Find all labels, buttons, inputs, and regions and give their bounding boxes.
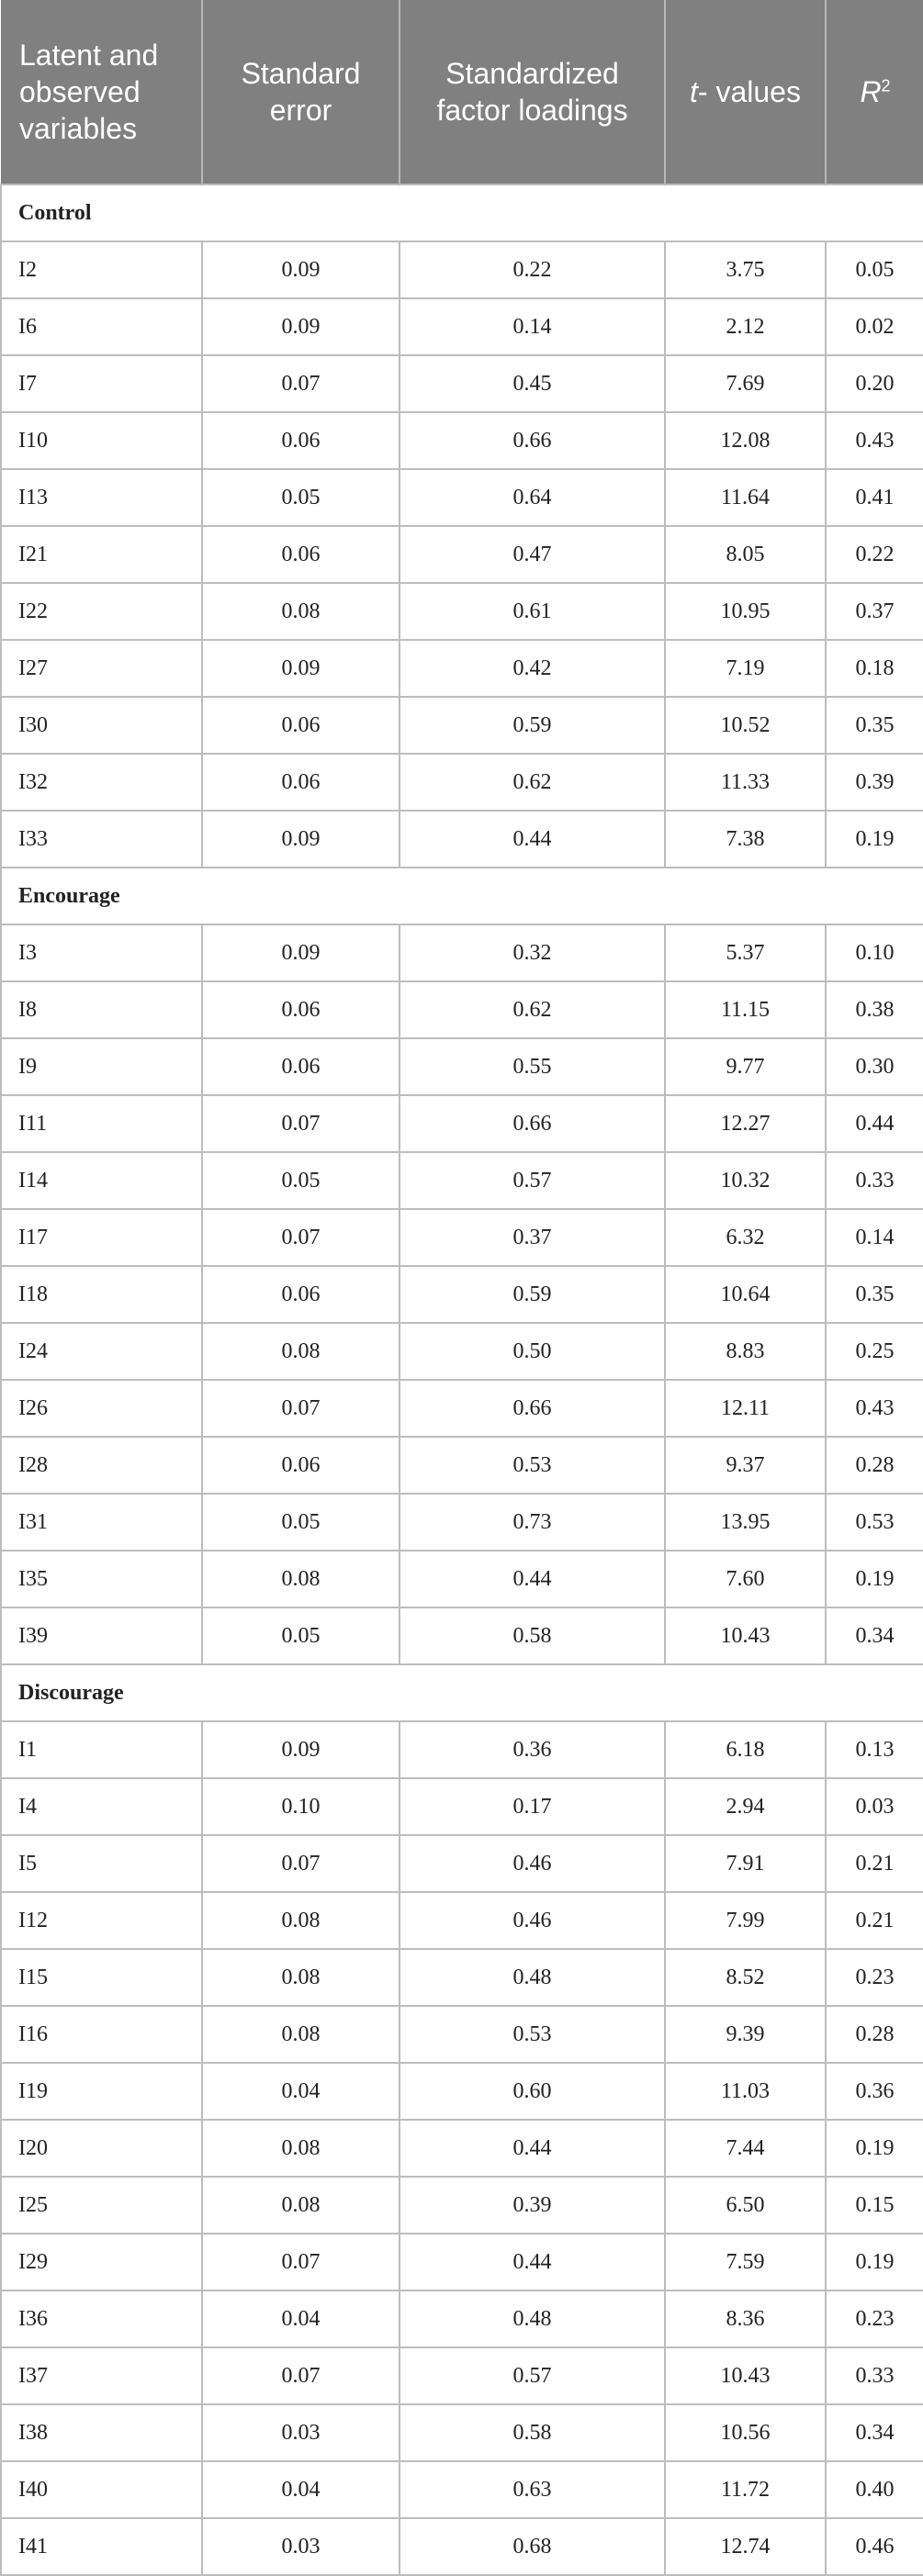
- table-row: [1, 811, 923, 868]
- standard-error-cell: 0.08: [202, 1323, 400, 1380]
- table-row: [1, 2347, 923, 2404]
- header-r-squared: [826, 0, 923, 185]
- table-row: [1, 2518, 923, 2575]
- r-squared-cell: 0.34: [826, 2404, 923, 2461]
- table-row: [1, 1266, 923, 1323]
- header-row: [1, 0, 923, 185]
- variable-cell: I18: [1, 1266, 202, 1323]
- table-row: [1, 640, 923, 697]
- table-row: [1, 298, 923, 355]
- factor-loading-cell: 0.59: [400, 1266, 665, 1323]
- standard-error-cell: 0.06: [202, 1437, 400, 1494]
- table-row: [1, 2006, 923, 2063]
- standard-error-cell: 0.07: [202, 2234, 400, 2290]
- variable-cell: I39: [1, 1607, 202, 1664]
- table-row: [1, 583, 923, 640]
- r-squared-cell: 0.25: [826, 1323, 923, 1380]
- variable-cell: I26: [1, 1380, 202, 1437]
- r-squared-cell: 0.46: [826, 2518, 923, 2575]
- variable-cell: I32: [1, 754, 202, 811]
- variable-cell: I4: [1, 1778, 202, 1835]
- variable-cell: I37: [1, 2347, 202, 2404]
- table-row: [1, 526, 923, 583]
- factor-loading-cell: 0.66: [400, 1380, 665, 1437]
- t-value-cell: 12.27: [665, 1095, 826, 1152]
- t-value-cell: 11.33: [665, 754, 826, 811]
- factor-loading-cell: 0.73: [400, 1494, 665, 1551]
- variable-cell: I12: [1, 1892, 202, 1949]
- table-row: [1, 1494, 923, 1551]
- factor-loading-cell: 0.68: [400, 2518, 665, 2575]
- table-row: [1, 1721, 923, 1778]
- standard-error-cell: 0.09: [202, 640, 400, 697]
- r-squared-cell: 0.35: [826, 1266, 923, 1323]
- r-squared-cell: 0.21: [826, 1835, 923, 1892]
- header-t-values: [665, 0, 826, 185]
- table-row: [1, 1778, 923, 1835]
- r-squared-cell: 0.19: [826, 811, 923, 868]
- variable-cell: I40: [1, 2461, 202, 2518]
- standard-error-cell: 0.09: [202, 241, 400, 298]
- r-squared-cell: 0.15: [826, 2177, 923, 2234]
- standard-error-cell: 0.06: [202, 697, 400, 754]
- table-row: [1, 1835, 923, 1892]
- variable-cell: I29: [1, 2234, 202, 2290]
- table-row: [1, 469, 923, 526]
- factor-loading-cell: 0.59: [400, 697, 665, 754]
- table-row: [1, 2120, 923, 2177]
- r-squared-cell: 0.18: [826, 640, 923, 697]
- variable-cell: I24: [1, 1323, 202, 1380]
- table-row: [1, 2404, 923, 2461]
- r-squared-cell: 0.44: [826, 1095, 923, 1152]
- factor-loading-cell: 0.44: [400, 811, 665, 868]
- standard-error-cell: 0.06: [202, 526, 400, 583]
- r-squared-cell: 0.33: [826, 2347, 923, 2404]
- t-value-cell: 6.50: [665, 2177, 826, 2234]
- r-squared-cell: 0.37: [826, 583, 923, 640]
- variable-cell: I30: [1, 697, 202, 754]
- table-row: [1, 1380, 923, 1437]
- header-t-rest: - values: [697, 75, 801, 108]
- t-value-cell: 6.18: [665, 1721, 826, 1778]
- variable-cell: I9: [1, 1038, 202, 1095]
- standard-error-cell: 0.06: [202, 412, 400, 469]
- r-squared-cell: 0.33: [826, 1152, 923, 1209]
- header-standard-error: Standard error: [202, 0, 400, 185]
- variable-cell: I22: [1, 583, 202, 640]
- table-row: [1, 2461, 923, 2518]
- standard-error-cell: 0.06: [202, 1266, 400, 1323]
- table-row: [1, 2234, 923, 2290]
- t-value-cell: 7.99: [665, 1892, 826, 1949]
- r-squared-cell: 0.19: [826, 2234, 923, 2290]
- t-value-cell: 10.64: [665, 1266, 826, 1323]
- r-squared-cell: 0.34: [826, 1607, 923, 1664]
- r-squared-cell: 0.03: [826, 1778, 923, 1835]
- standard-error-cell: 0.05: [202, 1494, 400, 1551]
- r-squared-cell: 0.35: [826, 697, 923, 754]
- table-row: [1, 1209, 923, 1266]
- header-factor-loadings: Standardized factor loadings: [400, 0, 665, 185]
- factor-loading-cell: 0.46: [400, 1892, 665, 1949]
- standard-error-cell: 0.04: [202, 2461, 400, 2518]
- t-value-cell: 10.56: [665, 2404, 826, 2461]
- table-row: [1, 1152, 923, 1209]
- table-row: [1, 1095, 923, 1152]
- variable-cell: I10: [1, 412, 202, 469]
- variable-cell: I38: [1, 2404, 202, 2461]
- standard-error-cell: 0.08: [202, 1892, 400, 1949]
- factor-loading-cell: 0.53: [400, 1437, 665, 1494]
- table-row: [1, 355, 923, 412]
- factor-loading-cell: 0.66: [400, 412, 665, 469]
- header-r-base: R: [860, 75, 882, 108]
- variable-cell: I15: [1, 1949, 202, 2006]
- standard-error-cell: 0.07: [202, 355, 400, 412]
- t-value-cell: 12.74: [665, 2518, 826, 2575]
- group-row: [1, 868, 923, 924]
- standard-error-cell: 0.07: [202, 1209, 400, 1266]
- r-squared-cell: 0.23: [826, 2290, 923, 2347]
- table-row: [1, 1892, 923, 1949]
- group-row: [1, 1664, 923, 1721]
- t-value-cell: 8.05: [665, 526, 826, 583]
- t-value-cell: 10.52: [665, 697, 826, 754]
- r-squared-cell: 0.41: [826, 469, 923, 526]
- standard-error-cell: 0.03: [202, 2518, 400, 2575]
- variable-cell: I35: [1, 1551, 202, 1607]
- table-row: [1, 2290, 923, 2347]
- group-label: Discourage: [1, 1664, 923, 1721]
- variable-cell: I1: [1, 1721, 202, 1778]
- factor-loading-cell: 0.22: [400, 241, 665, 298]
- standard-error-cell: 0.09: [202, 924, 400, 981]
- factor-loading-cell: 0.42: [400, 640, 665, 697]
- standard-error-cell: 0.04: [202, 2063, 400, 2120]
- factor-loading-cell: 0.60: [400, 2063, 665, 2120]
- variable-cell: I5: [1, 1835, 202, 1892]
- table-row: [1, 241, 923, 298]
- factor-loading-cell: 0.46: [400, 1835, 665, 1892]
- t-value-cell: 13.95: [665, 1494, 826, 1551]
- factor-loading-cell: 0.57: [400, 2347, 665, 2404]
- factor-loading-cell: 0.44: [400, 2234, 665, 2290]
- t-value-cell: 11.64: [665, 469, 826, 526]
- standard-error-cell: 0.09: [202, 1721, 400, 1778]
- t-value-cell: 12.08: [665, 412, 826, 469]
- variable-cell: I27: [1, 640, 202, 697]
- t-value-cell: 6.32: [665, 1209, 826, 1266]
- factor-loading-cell: 0.58: [400, 2404, 665, 2461]
- variable-cell: I16: [1, 2006, 202, 2063]
- table-row: [1, 1949, 923, 2006]
- header-variables: Latent and observed variables: [1, 0, 202, 185]
- variable-cell: I14: [1, 1152, 202, 1209]
- table-row: [1, 1437, 923, 1494]
- variable-cell: I25: [1, 2177, 202, 2234]
- t-value-cell: 9.37: [665, 1437, 826, 1494]
- table-body: [1, 185, 923, 2575]
- r-squared-cell: 0.30: [826, 1038, 923, 1095]
- standard-error-cell: 0.09: [202, 811, 400, 868]
- group-label: Control: [1, 185, 923, 241]
- r-squared-cell: 0.20: [826, 355, 923, 412]
- standard-error-cell: 0.07: [202, 1835, 400, 1892]
- r-squared-cell: 0.38: [826, 981, 923, 1038]
- r-squared-cell: 0.39: [826, 754, 923, 811]
- factor-loading-cell: 0.32: [400, 924, 665, 981]
- factor-loading-cell: 0.62: [400, 981, 665, 1038]
- t-value-cell: 10.43: [665, 1607, 826, 1664]
- variable-cell: I7: [1, 355, 202, 412]
- t-value-cell: 11.03: [665, 2063, 826, 2120]
- group-row: [1, 185, 923, 241]
- t-value-cell: 11.72: [665, 2461, 826, 2518]
- r-squared-cell: 0.19: [826, 1551, 923, 1607]
- t-value-cell: 3.75: [665, 241, 826, 298]
- factor-loading-cell: 0.45: [400, 355, 665, 412]
- r-squared-cell: 0.23: [826, 1949, 923, 2006]
- header-r-sup: 2: [881, 76, 891, 95]
- standard-error-cell: 0.08: [202, 2006, 400, 2063]
- standard-error-cell: 0.05: [202, 469, 400, 526]
- t-value-cell: 7.44: [665, 2120, 826, 2177]
- standard-error-cell: 0.07: [202, 1380, 400, 1437]
- factor-loading-cell: 0.44: [400, 2120, 665, 2177]
- factor-loading-cell: 0.50: [400, 1323, 665, 1380]
- table-row: [1, 1551, 923, 1607]
- r-squared-cell: 0.22: [826, 526, 923, 583]
- table-row: [1, 2063, 923, 2120]
- t-value-cell: 8.83: [665, 1323, 826, 1380]
- t-value-cell: 8.36: [665, 2290, 826, 2347]
- table-row: [1, 697, 923, 754]
- t-value-cell: 7.59: [665, 2234, 826, 2290]
- r-squared-cell: 0.10: [826, 924, 923, 981]
- t-value-cell: 2.94: [665, 1778, 826, 1835]
- table-row: [1, 981, 923, 1038]
- table-row: [1, 1323, 923, 1380]
- factor-loading-cell: 0.63: [400, 2461, 665, 2518]
- table-row: [1, 1607, 923, 1664]
- table-row: [1, 412, 923, 469]
- standard-error-cell: 0.05: [202, 1607, 400, 1664]
- table-row: [1, 1038, 923, 1095]
- variable-cell: I20: [1, 2120, 202, 2177]
- variable-cell: I17: [1, 1209, 202, 1266]
- variable-cell: I6: [1, 298, 202, 355]
- factor-loading-cell: 0.37: [400, 1209, 665, 1266]
- standard-error-cell: 0.06: [202, 1038, 400, 1095]
- t-value-cell: 10.95: [665, 583, 826, 640]
- factor-loading-cell: 0.47: [400, 526, 665, 583]
- variable-cell: I33: [1, 811, 202, 868]
- variable-cell: I36: [1, 2290, 202, 2347]
- variable-cell: I28: [1, 1437, 202, 1494]
- variable-cell: I31: [1, 1494, 202, 1551]
- factor-loading-cell: 0.66: [400, 1095, 665, 1152]
- t-value-cell: 9.39: [665, 2006, 826, 2063]
- r-squared-cell: 0.36: [826, 2063, 923, 2120]
- factor-loading-cell: 0.62: [400, 754, 665, 811]
- standard-error-cell: 0.03: [202, 2404, 400, 2461]
- standard-error-cell: 0.10: [202, 1778, 400, 1835]
- variable-cell: I3: [1, 924, 202, 981]
- r-squared-cell: 0.13: [826, 1721, 923, 1778]
- factor-loading-cell: 0.17: [400, 1778, 665, 1835]
- t-value-cell: 12.11: [665, 1380, 826, 1437]
- factor-loading-cell: 0.39: [400, 2177, 665, 2234]
- variable-cell: I8: [1, 981, 202, 1038]
- r-squared-cell: 0.21: [826, 1892, 923, 1949]
- standard-error-cell: 0.05: [202, 1152, 400, 1209]
- table-row: [1, 754, 923, 811]
- variable-cell: I19: [1, 2063, 202, 2120]
- t-value-cell: 7.60: [665, 1551, 826, 1607]
- r-squared-cell: 0.02: [826, 298, 923, 355]
- factor-loading-cell: 0.64: [400, 469, 665, 526]
- t-value-cell: 7.19: [665, 640, 826, 697]
- standard-error-cell: 0.09: [202, 298, 400, 355]
- standard-error-cell: 0.08: [202, 583, 400, 640]
- factor-loading-cell: 0.61: [400, 583, 665, 640]
- r-squared-cell: 0.05: [826, 241, 923, 298]
- r-squared-cell: 0.40: [826, 2461, 923, 2518]
- table-header: [1, 0, 923, 185]
- factor-loading-cell: 0.57: [400, 1152, 665, 1209]
- t-value-cell: 7.69: [665, 355, 826, 412]
- t-value-cell: 7.91: [665, 1835, 826, 1892]
- standard-error-cell: 0.07: [202, 2347, 400, 2404]
- variable-cell: I13: [1, 469, 202, 526]
- r-squared-cell: 0.19: [826, 2120, 923, 2177]
- standard-error-cell: 0.07: [202, 1095, 400, 1152]
- factor-loading-cell: 0.53: [400, 2006, 665, 2063]
- factor-loading-cell: 0.36: [400, 1721, 665, 1778]
- group-label: Encourage: [1, 868, 923, 924]
- r-squared-cell: 0.53: [826, 1494, 923, 1551]
- standard-error-cell: 0.08: [202, 2177, 400, 2234]
- factor-loading-cell: 0.55: [400, 1038, 665, 1095]
- variable-cell: I2: [1, 241, 202, 298]
- t-value-cell: 8.52: [665, 1949, 826, 2006]
- standard-error-cell: 0.06: [202, 981, 400, 1038]
- factor-loading-cell: 0.58: [400, 1607, 665, 1664]
- standard-error-cell: 0.08: [202, 1949, 400, 2006]
- standard-error-cell: 0.04: [202, 2290, 400, 2347]
- header-t-italic: t: [690, 75, 698, 108]
- r-squared-cell: 0.43: [826, 412, 923, 469]
- standard-error-cell: 0.08: [202, 2120, 400, 2177]
- t-value-cell: 10.43: [665, 2347, 826, 2404]
- t-value-cell: 2.12: [665, 298, 826, 355]
- t-value-cell: 7.38: [665, 811, 826, 868]
- variable-cell: I41: [1, 2518, 202, 2575]
- table-row: [1, 2177, 923, 2234]
- standard-error-cell: 0.08: [202, 1551, 400, 1607]
- t-value-cell: 10.32: [665, 1152, 826, 1209]
- variable-cell: I11: [1, 1095, 202, 1152]
- standard-error-cell: 0.06: [202, 754, 400, 811]
- table-row: [1, 924, 923, 981]
- factor-loading-cell: 0.44: [400, 1551, 665, 1607]
- r-squared-cell: 0.14: [826, 1209, 923, 1266]
- t-value-cell: 9.77: [665, 1038, 826, 1095]
- t-value-cell: 5.37: [665, 924, 826, 981]
- factor-loading-cell: 0.14: [400, 298, 665, 355]
- t-value-cell: 11.15: [665, 981, 826, 1038]
- variable-cell: I21: [1, 526, 202, 583]
- r-squared-cell: 0.28: [826, 1437, 923, 1494]
- factor-loading-cell: 0.48: [400, 1949, 665, 2006]
- r-squared-cell: 0.28: [826, 2006, 923, 2063]
- factor-loading-cell: 0.48: [400, 2290, 665, 2347]
- r-squared-cell: 0.43: [826, 1380, 923, 1437]
